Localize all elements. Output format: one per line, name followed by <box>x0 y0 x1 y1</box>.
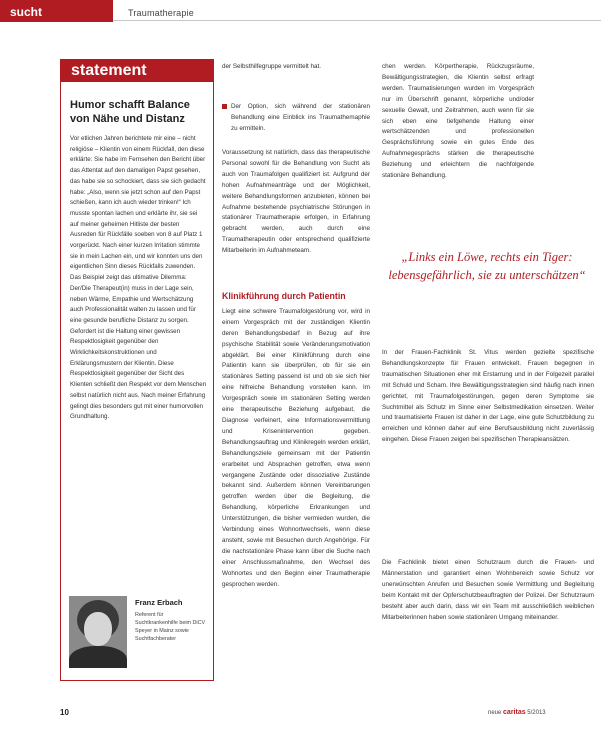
sidebar-title: Humor schafft Balance von Nähe und Distanz <box>70 99 190 125</box>
author-name: Franz Erbach <box>135 598 183 607</box>
paragraph: Die Fachklinik bietet einen Schutzraum durch die Frauen- und Männerstation und garantiert einen Wohnbereich sowie Schutz vor unerwünschten Anrufen und Besuchen sowie Vermittlung und Begleitung beim Kontakt mit der Opferschutzbeauftragten der Polizei. Der Schutzraum besteht aber auch darin, dass wir ein Team mit ausschließlich weiblichen Mitarbeiterinnen haben sowie stationären Umgang miteinander. <box>382 559 594 621</box>
statement-banner: statement <box>61 60 213 82</box>
author-role: Referent für Suchtkrankenhilfe beim DiCV Speyer in Mainz sowie Suchtfachberater <box>135 612 206 642</box>
running-header-topic: Traumatherapie <box>128 8 194 18</box>
author-photo <box>69 596 127 668</box>
paragraph: Liegt eine schwere Traumafolgestörung vor, wird in einem Vorgespräch mit der zuständigen Klientin deren Behandlungsbedarf in Bezug auf ihre psychische Stabilität sowie Veränderungsmotivation abgeklärt. Bei einer Klinikführung durch eine Patientin kann sie überprüfen, ob für sie ein stationäres Setting passend ist und ob sie sich hier eine hilfreiche Behandlung vorstellen kann. Im Vorgespräch sowie im stationären Setting werden eine therapeutische Beziehung aufgebaut, die Diagnose verfeinert, eine Informationsvermittlung und Krisenintervention gegeben. Behandlungsauftrag und Klinikregeln werden erklärt, Behandlungsziele gemeinsam mit der Patientin erarbeitet und Absprachen getroffen, etwa wenn vergangene Zustände oder dissoziative Zustände bekannt sind. Außerdem können Vereinbarungen getroffen werden über die Begleitung, die Behandlung, körperliche Erkrankungen und Unterstützungen, die bisher vermieden wurden, die Verbindung eines Wohnortwechsels, wenn diese ansteht, sowie mit Besuchen durch Angehörige. Für die nachstationäre Phase kann über die Suche nach einer Anschlussmaßnahme, den Wechsel des Wohnortes und den Beginn einer Traumatherapie gesprochen werden. <box>222 307 370 588</box>
pull-quote: „Links ein Löwe, rechts ein Tiger: lebensgefährlich, sie zu unterschätzen“ <box>388 250 586 282</box>
article-column-2 <box>222 62 370 697</box>
publication-footer <box>488 709 546 716</box>
publication-brand: caritas <box>503 709 526 716</box>
statement-sidebar <box>60 59 214 681</box>
header-rule <box>113 20 601 21</box>
issue-number: 5/2013 <box>527 710 546 716</box>
author-box <box>69 596 207 674</box>
bullet-item <box>222 102 370 146</box>
paragraph: Voraussetzung ist natürlich, dass das therapeutische Personal sowohl für die Behandlung von Sucht als auch von Traumafolgen qualifiziert ist. Aufgrund der hohen Aufnahmeanträge und der Möglichkeit, weitere Behandlungsformen anzubieten, können bei Aufnahme bestehende psychiatrische Störungen in stationärer Traumatherapie erfolgen, in Erfahrung gebracht werden, auch durch eine Traumatherapeutin oder entsprechend qualifizierte Mitarbeiterin im Aufnahmeteam. <box>222 149 370 255</box>
article-column-3-bottom <box>382 348 594 698</box>
bullet-square-icon <box>222 104 227 109</box>
article-column-3-top <box>382 62 534 212</box>
section-tab: sucht <box>0 0 113 22</box>
paragraph: In der Frauen-Fachklinik St. Vitus werden gezielte spezifische Behandlungskonzepte für Frauen entwickelt. Frauen begegnen in traumatischen Situationen eher mit Erstarrung und in der Folgezeit parallel mit Schuld und Scham. Ihre Bewältigungsstrategien sind häufig nach innen gerichtet, mit Traumafolgestörungen, gegen deren Symptome sie Suchtmittel als Schutz im Sinne einer Selbstmedikation einsetzen. Weiter und traumatisierte Frauen ist daher in der Lage, eine gute Schutzbildung zu erreichen und können daher auf eine Berufsausbildung nicht zuverlässig eingehen. Diese Frauen zeigen bei spezifischen Therapieansätzen. <box>382 349 594 444</box>
sidebar-body: Vor etlichen Jahren berichtete mir eine – nicht religiöse – Klientin von einem Rückfall, den diese erklärte: Sie habe im Fernsehen den Bericht über das Attentat auf den damaligen Papst gesehen, das habe sie so schockiert, dass sie sich gedacht habe: „Also, wenn sie jetzt schon auf den Papst schießen, kann ich auch wieder trinken!“ Ich musste spontan lachen und erklärte ihr, sie sei auf meiner geheimen Hitliste der besten Ausreden für Rückfälle soeben von 8 auf Platz 1 vorgerückt. Nach einer kurzen Irritation stimmte sie in mein Lachen ein, und wir konnten uns den eigentlichen Sinn dieses Rückfalls zuwenden. Das Beispiel zeigt das ultimative Dilemma: Der/Die Therapeut(in) muss in der Lage sein, neben Wärme, Empathie und Wertschätzung auch Professionalität walten zu lassen und für eine gesunde berufliche Distanz zu sorgen. Gefordert ist die Haltung einer gewissen Respektlosigkeit gegenüber den Wirklichkeitskonstruktionen und Erklärungsmustern der Klientin. Diese Respektlosigkeit gegenüber der Sicht des Klienten schließt den Respekt vor dem Menschen selbst natürlich nicht aus. Nach meiner Erfahrung gelingt dies besonders gut mit einer humorvollen Grundhaltung. <box>70 135 207 421</box>
bullet-text: Der Option, sich während der stationären Behandlung eine Einblick ins Traumathemaphie zu ermitteln. <box>231 103 370 132</box>
page-number: 10 <box>60 708 69 717</box>
paragraph: chen werden. Körpertherapie, Rückzugsräume, Bewältigungsstrategien, die Klientin selbst erfragt werden. Traumatisierungen wurden im Vorgespräch nur im Überschrift genannt, körperliche und/oder sexuelle Gewalt, und Zeitrahmen, auch wenn für sie sich eben eine tiefgehende Haltung einer wertschätzenden und professionellen Gesprächsführung sowie ein gutes Ende des Aufnahmegesprächs stärken die therapeutische Beziehung und erleichtern die nachfolgende stationäre Behandlung. <box>382 63 534 180</box>
paragraph: der Selbsthilfegruppe vermittelt hat. <box>222 63 322 70</box>
section-heading: Klinikführung durch Patientin <box>222 291 346 301</box>
publication-prefix: neue <box>488 710 502 716</box>
